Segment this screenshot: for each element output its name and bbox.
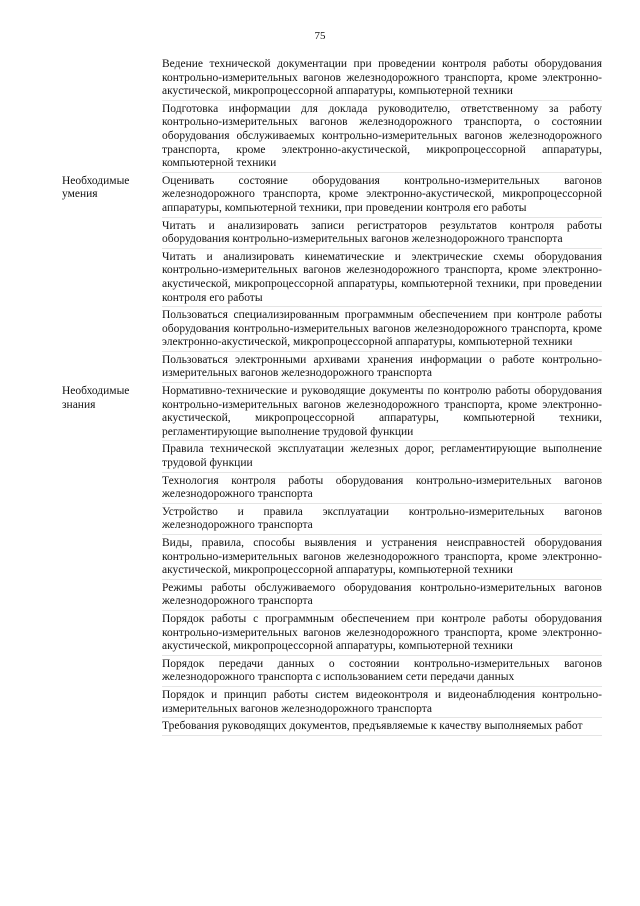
list-item: Правила технической эксплуатации железных дорог, регламентирующие выполнение трудовой функции [162,443,602,472]
section-items [162,385,602,738]
list-item: Технология контроля работы оборудования контрольно-измерительных вагонов железнодорожного транспорта [162,475,602,504]
list-item: Пользоваться специализированным программным обеспечением при контроле работы оборудования контрольно-измерительных вагонов железнодорожного транспорта, кроме электронно-акустической, микропроцессорной аппаратуры, компьютерной техники [162,309,602,352]
section-actions [52,58,612,175]
list-item: Подготовка информации для доклада руководителю, ответственному за работу контрольно-измерительных вагонов железнодорожного транспорта, о состоянии оборудования обслуживаемых контрольно-измерительных вагонов железнодорожного транспорта, кроме электронно-акустической, микропроцессорной аппаратуры, компьютерной техники [162,103,602,173]
list-item: Режимы работы обслуживаемого оборудования контрольно-измерительных вагонов железнодорожного транспорта [162,582,602,611]
list-item: Виды, правила, способы выявления и устранения неисправностей оборудования контрольно-измерительных вагонов железнодорожного транспорта, кроме электронно-акустической, микропроцессорной аппаратуры, компьютерной техники [162,537,602,580]
section-label: Необходимые знания [62,385,130,411]
list-item: Оценивать состояние оборудования контрольно-измерительных вагонов железнодорожного транспорта, кроме электронно-акустической, микропроцессорной аппаратуры, компьютерной техники, при проведении контроля его работы [162,175,602,218]
list-item: Нормативно-технические и руководящие документы по контролю работы оборудования контрольно-измерительных вагонов железнодорожного транспорта, кроме электронно-акустической, микропроцессорной аппаратуры, компьютерной техники, регламентирующие выполнение трудовой функции [162,385,602,441]
list-item: Читать и анализировать записи регистраторов результатов контроля работы оборудования контрольно-измерительных вагонов железнодорожного транспорта [162,220,602,249]
section-knowledge [52,385,612,738]
section-skills [52,175,612,385]
page-number: 75 [314,30,326,42]
section-label: Необходимые умения [62,174,130,201]
list-item: Ведение технической документации при проведении контроля работы оборудования контрольно-измерительных вагонов железнодорожного транспорта, кроме электронно-акустической, микропроцессорной аппаратуры, компьютерной техники [162,58,602,101]
list-item: Читать и анализировать кинематические и электрические схемы оборудования контрольно-измерительных вагонов железнодорожного транспорта, кроме электронно-акустической, микропроцессорной аппаратуры, компьютерной техники, при проведении контроля его работы [162,251,602,307]
section-items [162,58,602,175]
section-label [52,58,162,175]
list-item: Порядок работы с программным обеспечением при контроле работы оборудования контрольно-измерительных вагонов железнодорожного транспорта, кроме электронно-акустической, микропроцессорной аппаратуры, компьютерной техники [162,613,602,656]
list-item: Пользоваться электронными архивами хранения информации о работе контрольно-измерительных вагонов железнодорожного транспорта [162,354,602,383]
list-item: Устройство и правила эксплуатации контрольно-измерительных вагонов железнодорожного транспорта [162,506,602,535]
list-item: Порядок передачи данных о состоянии контрольно-измерительных вагонов железнодорожного транспорта с использованием сети передачи данных [162,658,602,687]
section-items [162,175,602,385]
requirements-table [52,58,612,738]
list-item: Порядок и принцип работы систем видеоконтроля и видеонаблюдения контрольно-измерительных вагонов железнодорожного транспорта [162,689,602,718]
list-item: Требования руководящих документов, предъявляемые к качеству выполняемых работ [162,720,602,736]
